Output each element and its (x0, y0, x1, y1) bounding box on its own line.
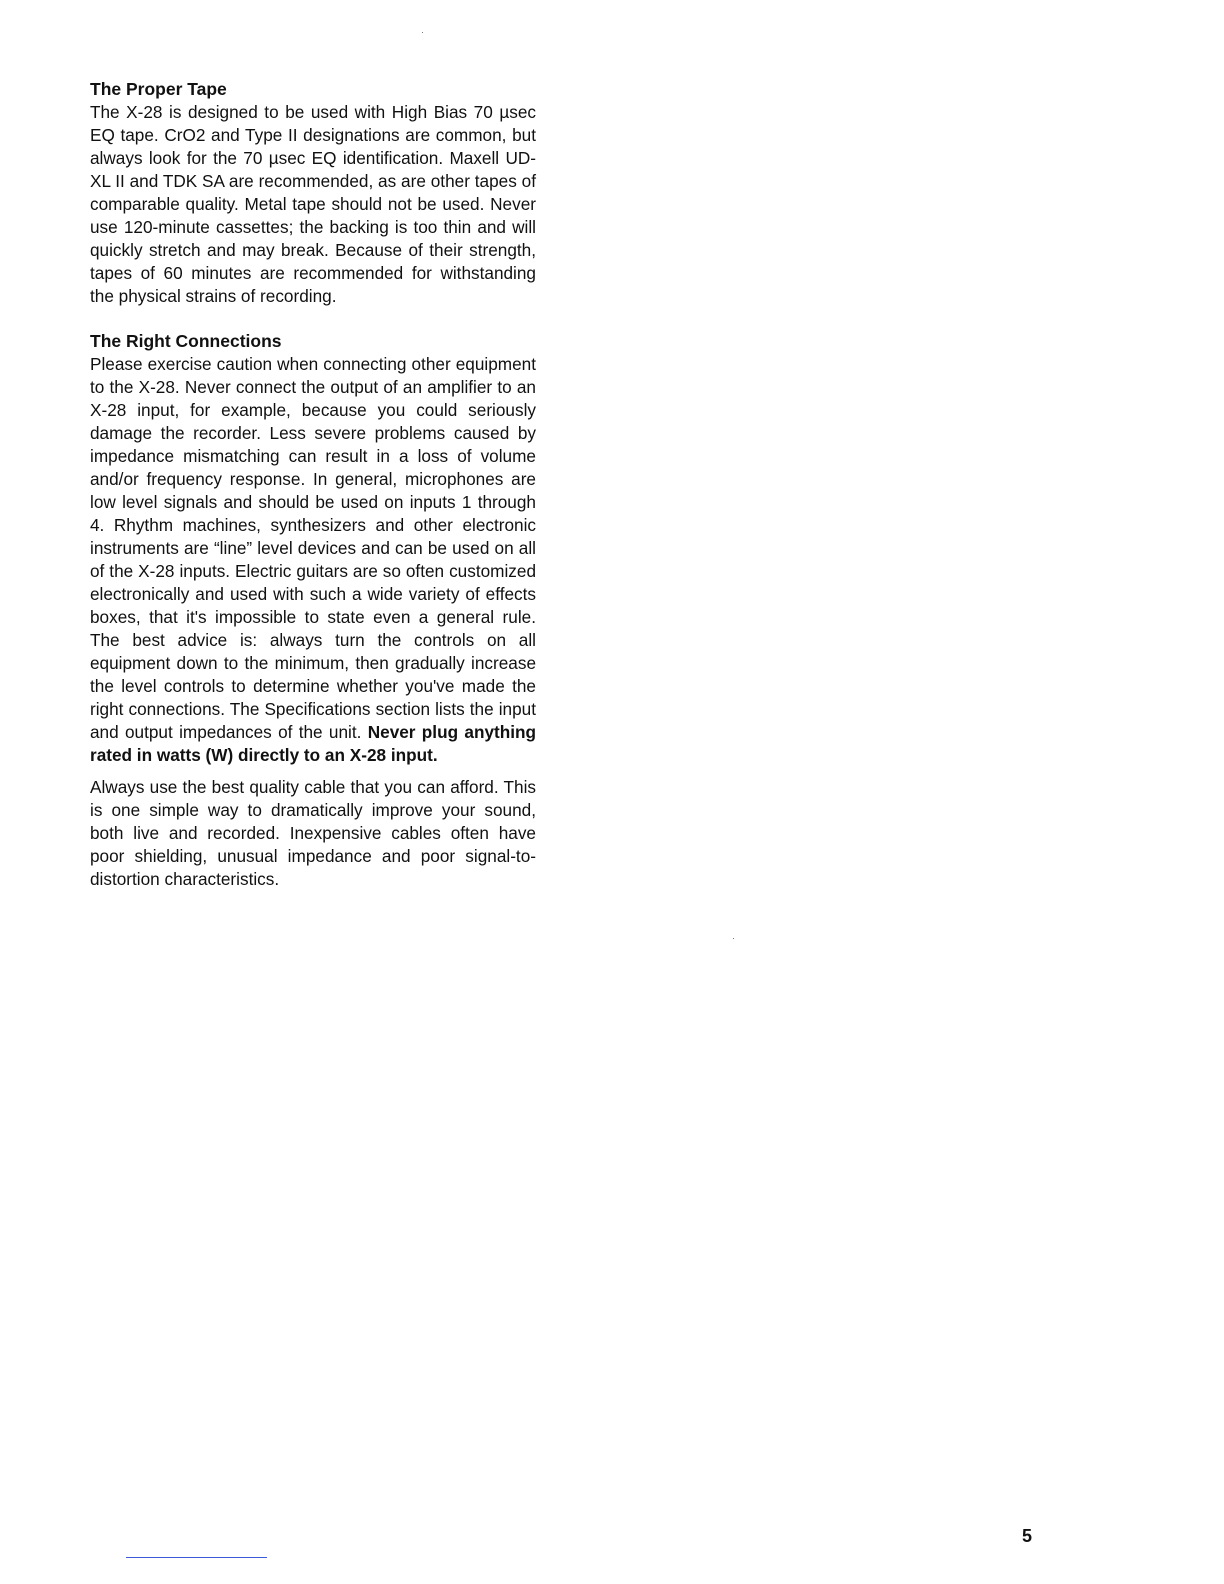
paragraph-spacer (90, 767, 536, 776)
page-number: 5 (1022, 1526, 1033, 1546)
cable-quality-paragraph: Always use the best quality cable that you can afford. This is one simple way to dramatically improve your sound, both live and recorded. Inexpensive cables often have poor shielding, unusual impedance and poor signal-to-distortion characteristics. (90, 777, 536, 889)
right-connections-text: Please exercise caution when connecting other equipment to the X-28. Never connect the output of an amplifier to an X-28 input, for example, because you could seriously damage the recorder. Less severe problems caused by impedance mismatching can result in a loss of volume and/or frequency response. In general, microphones are low level signals and should be used on inputs 1 through 4. Rhythm machines, synthesizers and other electronic instruments are “line” level devices and can be used on all of the X-28 inputs. Electric guitars are so often customized electronically and used with such a wide variety of effects boxes, that it's impossible to state even a general rule. The best advice is: always turn the controls on all equipment down to the minimum, then gradually increase the level controls to determine whether you've made the right connections. The Specifications section lists the input and output impedances of the unit. (90, 354, 536, 742)
right-connections-paragraph (90, 353, 536, 767)
section-title-right-connections: The Right Connections (90, 331, 282, 351)
footer-rule (126, 1557, 267, 1558)
scan-speck (422, 32, 423, 33)
text-column (90, 78, 536, 891)
scan-speck (733, 938, 734, 939)
watts-warning: Never plug anything rated in watts (W) directly to an X-28 input. (90, 722, 536, 765)
proper-tape-paragraph: The X-28 is designed to be used with High Bias 70 µsec EQ tape. CrO2 and Type II designations are common, but always look for the 70 µsec EQ identification. Maxell UD-XL II and TDK SA are recommended, as are other tapes of comparable quality. Metal tape should not be used. Never use 120-minute cassettes; the backing is too thin and will quickly stretch and may break. Because of their strength, tapes of 60 minutes are recommended for withstanding the physical strains of recording. (90, 102, 536, 306)
section-title-proper-tape: The Proper Tape (90, 79, 227, 99)
section-spacer (90, 308, 536, 330)
